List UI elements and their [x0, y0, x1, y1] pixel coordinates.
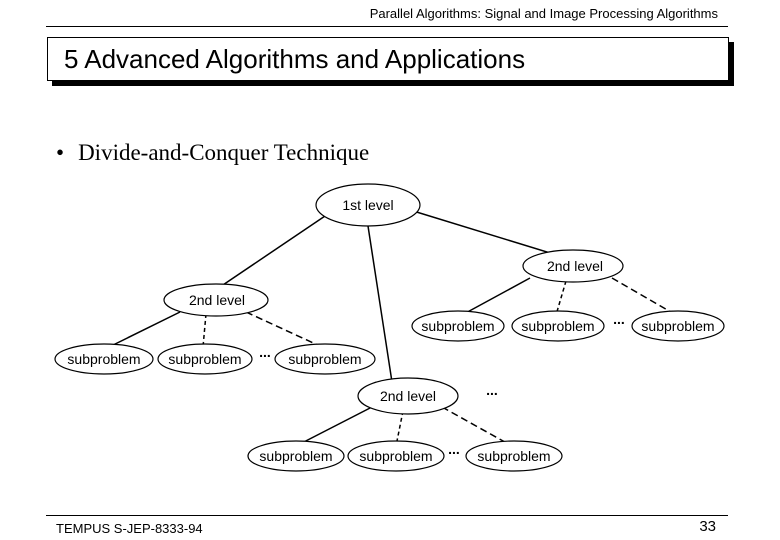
edge-right-b: [556, 281, 566, 315]
edge-root-left: [214, 214, 328, 291]
footer-course-code: TEMPUS S-JEP-8333-94: [56, 521, 203, 536]
label-left-child-1: subproblem: [67, 351, 141, 367]
label-mid-child-1: subproblem: [259, 448, 333, 464]
edge-mid-a: [296, 407, 372, 446]
ellipsis-left: ...: [259, 344, 271, 360]
edge-right-c: [612, 278, 676, 315]
label-left-child-2: subproblem: [168, 351, 242, 367]
label-right-child-3: subproblem: [641, 318, 715, 334]
bullet-marker: •: [56, 140, 65, 165]
edge-left-a: [105, 312, 180, 349]
label-mid-child-3: subproblem: [477, 448, 551, 464]
edge-left-b: [203, 314, 206, 347]
label-left-child-3: subproblem: [288, 351, 362, 367]
label-mid-child-2: subproblem: [359, 448, 433, 464]
label-right-child-2: subproblem: [521, 318, 595, 334]
label-right-child-1: subproblem: [421, 318, 495, 334]
bullet-text: Divide-and-Conquer Technique: [78, 140, 370, 165]
ellipsis-mid: ...: [448, 441, 460, 457]
running-header: Parallel Algorithms: Signal and Image Processing Algorithms: [369, 6, 718, 21]
label-level2-left: 2nd level: [188, 292, 246, 308]
page-number: 33: [699, 518, 716, 535]
label-root: 1st level: [342, 197, 394, 213]
label-level2-mid: 2nd level: [379, 388, 437, 404]
footer-rule: [46, 515, 728, 516]
ellipsis-right: ...: [613, 311, 625, 327]
edge-right-a: [462, 278, 530, 315]
edge-left-c: [246, 312, 322, 347]
label-level2-right: 2nd level: [546, 258, 604, 274]
ellipsis-level2: ...: [486, 382, 498, 398]
edge-root-right: [410, 210, 560, 256]
slide-title: 5 Advanced Algorithms and Applications: [64, 44, 526, 74]
